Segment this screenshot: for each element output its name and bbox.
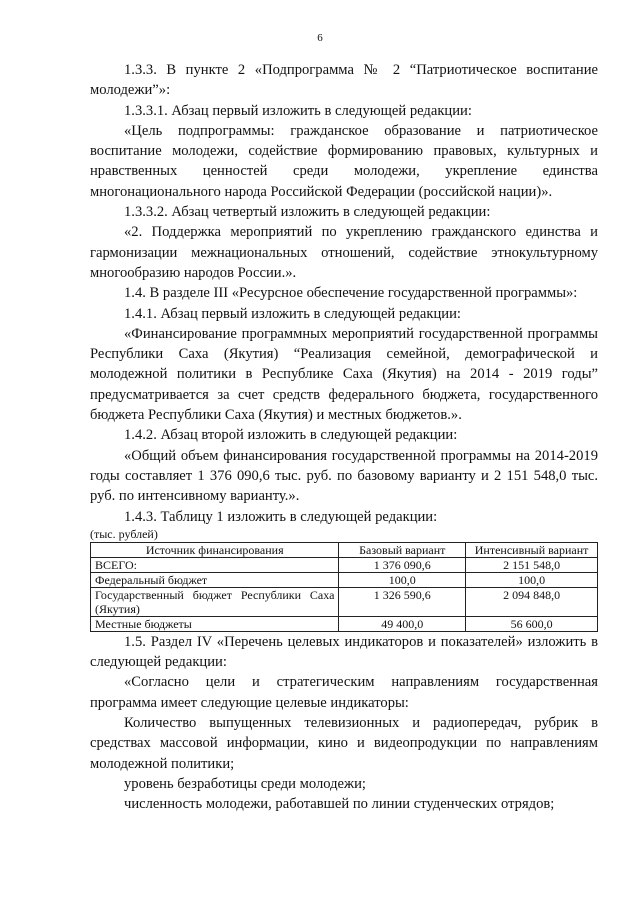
row-local-base: 49 400,0 (339, 616, 466, 631)
paragraph-1-4-3: 1.4.3. Таблицу 1 изложить в следующей редакции: (124, 508, 438, 525)
table-unit-note: (тыс. рублей) (90, 526, 158, 541)
paragraph-indicator-unemployment: уровень безработицы среди молодежи; (124, 775, 366, 792)
paragraph-1-4-2: 1.4.2. Абзац второй изложить в следующей редакции: (124, 427, 458, 444)
page-number: 6 (317, 32, 323, 44)
paragraph-1-4: 1.4. В разделе III «Ресурсное обеспечение государственной программы»: (124, 285, 578, 302)
paragraph-goal: «Цель подпрограммы: гражданское образование и патриотическое воспитание молодежи, содействие формированию правовых, культурных и нравственных ценностей среди молодежи, укрепление единства многонационального народа Российской Федерации (российской нации)». (90, 122, 598, 200)
row-total-intensive: 2 151 548,0 (466, 557, 598, 572)
row-federal-intensive: 100,0 (466, 572, 598, 587)
paragraph-1-3-3-2: 1.3.3.2. Абзац четвертый изложить в следующей редакции: (124, 204, 491, 221)
table-header-row (91, 542, 598, 557)
row-local-label: Местные бюджеты (91, 616, 339, 631)
paragraph-financing: «Финансирование программных мероприятий государственной программы Республики Саха (Якутия) “Реализация семейной, демографической и молодежной политики в Республике Саха (Якутия) на 2014 - 2019 годы” предусматривается за счет средств федерального бюджета, государственного бюджета Республики Саха (Якутия) и местных бюджетов.». (90, 325, 598, 424)
paragraph-total-volume: «Общий объем финансирования государственной программы на 2014-2019 годы составляет 1 376 090,6 тыс. руб. по базовому варианту и 2 151 548,0 тыс. руб. по интенсивному варианту.». (90, 447, 598, 505)
financing-table (90, 542, 598, 632)
header-base-variant: Базовый вариант (339, 542, 466, 557)
header-intensive-variant: Интенсивный вариант (466, 542, 598, 557)
row-total-label: ВСЕГО: (91, 557, 339, 572)
table-row (91, 616, 598, 631)
row-federal-base: 100,0 (339, 572, 466, 587)
paragraph-1-3-3-1: 1.3.3.1. Абзац первый изложить в следующей редакции: (124, 102, 472, 119)
row-state-label: Государственный бюджет Республики Саха (Якутия) (91, 587, 339, 616)
paragraph-1-5: 1.5. Раздел IV «Перечень целевых индикаторов и показателей» изложить в следующей редакции: (90, 633, 598, 671)
header-source: Источник финансирования (91, 542, 339, 557)
paragraph-support: «2. Поддержка мероприятий по укреплению гражданского единства и гармонизации межнациональных отношений, содействие этнокультурному многообразию народов России.». (90, 224, 598, 281)
row-state-base: 1 326 590,6 (339, 587, 466, 616)
row-state-intensive: 2 094 848,0 (466, 587, 598, 616)
paragraph-indicator-broadcasts: Количество выпущенных телевизионных и радиопередач, рубрик в средствах массовой информации, кино и видеопродукции по направлениям молодежной политики; (90, 715, 598, 772)
table-row (91, 587, 598, 616)
paragraph-indicator-student-teams: численность молодежи, работавшей по линии студенческих отрядов; (124, 796, 555, 813)
row-total-base: 1 376 090,6 (339, 557, 466, 572)
table-row (91, 572, 598, 587)
paragraph-1-3-3: 1.3.3. В пункте 2 «Подпрограмма № 2 “Патриотическое воспитание молодежи”»: (90, 62, 598, 99)
row-local-intensive: 56 600,0 (466, 616, 598, 631)
document-body (90, 60, 598, 815)
paragraph-1-4-1: 1.4.1. Абзац первый изложить в следующей редакции: (124, 305, 461, 322)
row-federal-label: Федеральный бюджет (91, 572, 339, 587)
table-row (91, 557, 598, 572)
paragraph-indicators-intro: «Согласно цели и стратегическим направлениям государственная программа имеет следующие целевые индикаторы: (90, 674, 598, 711)
